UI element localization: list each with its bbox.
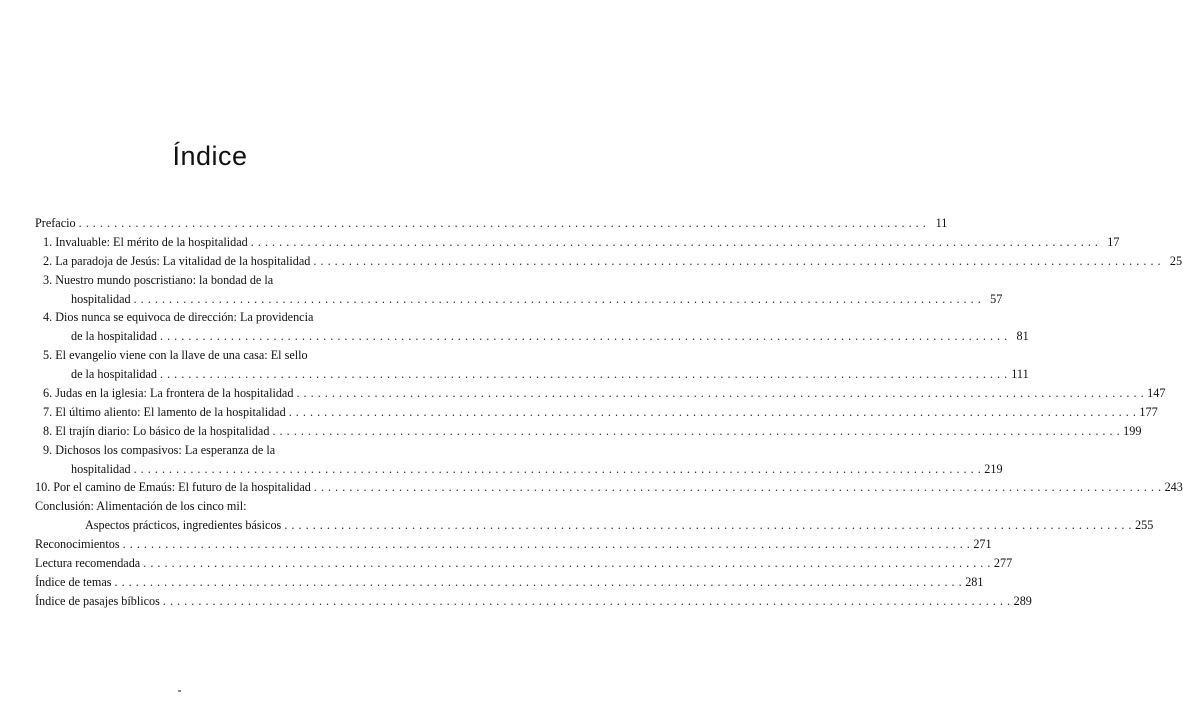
toc-entry-title: de la hospitalidad [71, 367, 157, 382]
toc-row [35, 308, 385, 327]
toc-page-number: 199 [1123, 423, 1142, 438]
toc-page-number: 243 [1164, 480, 1183, 495]
toc-row [35, 460, 1003, 479]
toc-row [35, 573, 984, 592]
toc-page-number: 255 [1135, 518, 1154, 533]
toc-row [35, 327, 1029, 346]
toc-row [35, 252, 1183, 271]
toc-page-number: 271 [973, 537, 992, 552]
toc-row [35, 403, 1158, 422]
page-title: Índice [172, 141, 248, 171]
toc-row [35, 516, 1154, 535]
toc-page-number: 281 [965, 574, 984, 589]
toc-entry-title: Aspectos prácticos, ingredientes básicos [85, 518, 282, 533]
dot-leader: . . . . . . . . . . . . . . . . . . . . . . . . . . . . . . . . . . . . . . . . . . . . . . . . . . . . . . . . . . . . . . . . . . . . . . . . . . . . . . . . . . . . . . . . . . . . . . . . . . . . . . . . . . . . . . . . . . . . . . . . [272, 423, 1121, 438]
toc-page-number: 11 [935, 216, 948, 230]
dot-leader: . . . . . . . . . . . . . . . . . . . . . . . . . . . . . . . . . . . . . . . . . . . . . . . . . . . . . . . . . . . . . . . . . . . . . . . . . . . . . . . . . . . . . . . . . . . . . . . . . . . . . . . . . . . . . . . . . . . . . . . . [313, 253, 1162, 268]
toc-entry-title: Prefacio [35, 216, 76, 230]
toc-page-number: 17 [1107, 234, 1120, 249]
toc-entry-title: Reconocimientos [35, 537, 120, 552]
dot-leader: . . . . . . . . . . . . . . . . . . . . . . . . . . . . . . . . . . . . . . . . . . . . . . . . . . . . . . . . . . . . . . . . . . . . . . . . . . . . . . . . . . . . . . . . . . . . . . . . . . . . . . . . . . . . . . . . . . . . . . . . [143, 556, 991, 571]
toc-entry-title: 4. Dios nunca se equivoca de dirección: La providencia [43, 310, 314, 325]
toc-row [35, 384, 1166, 403]
toc-row [35, 271, 385, 290]
page-mark [178, 690, 181, 692]
table-of-contents [35, 214, 1183, 611]
toc-entry-title: 6. Judas en la iglesia: La frontera de la hospitalidad [43, 386, 294, 401]
toc-row [35, 214, 948, 233]
dot-leader: . . . . . . . . . . . . . . . . . . . . . . . . . . . . . . . . . . . . . . . . . . . . . . . . . . . . . . . . . . . . . . . . . . . . . . . . . . . . . . . . . . . . . . . . . . . . . . . . . . . . . . . . . . . . . . . . . . . . . . . . [250, 234, 1099, 249]
toc-entry-title: de la hospitalidad [71, 329, 157, 344]
toc-entry-title: Índice de temas [35, 574, 112, 589]
toc-entry-title: 1. Invaluable: El mérito de la hospitalidad [43, 234, 248, 249]
dot-leader: . . . . . . . . . . . . . . . . . . . . . . . . . . . . . . . . . . . . . . . . . . . . . . . . . . . . . . . . . . . . . . . . . . . . . . . . . . . . . . . . . . . . . . . . . . . . . . . . . . . . . . . . . . . . . . . . . . . . . . . . [133, 461, 982, 476]
toc-row [35, 422, 1142, 441]
dot-leader: . . . . . . . . . . . . . . . . . . . . . . . . . . . . . . . . . . . . . . . . . . . . . . . . . . . . . . . . . . . . . . . . . . . . . . . . . . . . . . . . . . . . . . . . . . . . . . . . . . . . . . . . . . . . . . . . . . . . . . . . [313, 480, 1162, 495]
toc-entry-title: 8. El trajín diario: Lo básico de la hospitalidad [43, 423, 270, 438]
toc-entry-title: 2. La paradoja de Jesús: La vitalidad de la hospitalidad [43, 253, 311, 268]
toc-row [35, 497, 385, 516]
toc-row [35, 592, 1032, 611]
toc-entry-title: 7. El último aliento: El lamento de la hospitalidad [43, 404, 286, 419]
toc-page-number: 81 [1016, 329, 1029, 344]
dot-leader: . . . . . . . . . . . . . . . . . . . . . . . . . . . . . . . . . . . . . . . . . . . . . . . . . . . . . . . . . . . . . . . . . . . . . . . . . . . . . . . . . . . . . . . . . . . . . . . . . . . . . . . . . . . . . . . . . . . . . . . . [296, 386, 1145, 401]
toc-row [35, 290, 1003, 309]
toc-row [35, 478, 1183, 497]
toc-entry-title: Lectura recomendada [35, 556, 141, 571]
toc-entry-title: Índice de pasajes bíblicos [35, 593, 160, 608]
dot-leader: . . . . . . . . . . . . . . . . . . . . . . . . . . . . . . . . . . . . . . . . . . . . . . . . . . . . . . . . . . . . . . . . . . . . . . . . . . . . . . . . . . . . . . . . . . . . . . . . . . . . . . . . . . . . . . . . . . . . . . . . [284, 518, 1133, 533]
toc-page-number: 147 [1147, 386, 1166, 401]
toc-page-number: 177 [1139, 404, 1158, 419]
toc-page-number: 289 [1013, 593, 1032, 608]
toc-page-number: 111 [1011, 367, 1029, 382]
toc-page-number: 277 [993, 556, 1013, 571]
toc-page-number: 57 [990, 291, 1003, 306]
toc-entry-title: hospitalidad [71, 461, 131, 476]
dot-leader: . . . . . . . . . . . . . . . . . . . . . . . . . . . . . . . . . . . . . . . . . . . . . . . . . . . . . . . . . . . . . . . . . . . . . . . . . . . . . . . . . . . . . . . . . . . . . . . . . . . . . . . . . . . . . . . . . . . . . . . . [288, 404, 1137, 419]
dot-leader: . . . . . . . . . . . . . . . . . . . . . . . . . . . . . . . . . . . . . . . . . . . . . . . . . . . . . . . . . . . . . . . . . . . . . . . . . . . . . . . . . . . . . . . . . . . . . . . . . . . . . . . . . . . . . . . . . . . . . . . . [78, 216, 927, 230]
toc-row [35, 535, 992, 554]
toc-page-number: 219 [984, 461, 1003, 476]
toc-row [35, 441, 385, 460]
toc-row [35, 554, 1013, 573]
toc-entry-title: 3. Nuestro mundo poscristiano: la bondad de la [43, 272, 274, 287]
toc-entry-title: 9. Dichosos los compasivos: La esperanza de la [43, 442, 276, 457]
dot-leader: . . . . . . . . . . . . . . . . . . . . . . . . . . . . . . . . . . . . . . . . . . . . . . . . . . . . . . . . . . . . . . . . . . . . . . . . . . . . . . . . . . . . . . . . . . . . . . . . . . . . . . . . . . . . . . . . . . . . . . . . [162, 593, 1011, 608]
toc-entry-title: 10. Por el camino de Emaús: El futuro de la hospitalidad [35, 480, 311, 495]
dot-leader: . . . . . . . . . . . . . . . . . . . . . . . . . . . . . . . . . . . . . . . . . . . . . . . . . . . . . . . . . . . . . . . . . . . . . . . . . . . . . . . . . . . . . . . . . . . . . . . . . . . . . . . . . . . . . . . . . . . . . . . . [122, 537, 971, 552]
dot-leader: . . . . . . . . . . . . . . . . . . . . . . . . . . . . . . . . . . . . . . . . . . . . . . . . . . . . . . . . . . . . . . . . . . . . . . . . . . . . . . . . . . . . . . . . . . . . . . . . . . . . . . . . . . . . . . . . . . . . . . . . [159, 329, 1008, 344]
dot-leader: . . . . . . . . . . . . . . . . . . . . . . . . . . . . . . . . . . . . . . . . . . . . . . . . . . . . . . . . . . . . . . . . . . . . . . . . . . . . . . . . . . . . . . . . . . . . . . . . . . . . . . . . . . . . . . . . . . . . . . . . [159, 367, 1008, 382]
toc-entry-title: Conclusión: Alimentación de los cinco mil: [35, 499, 247, 514]
toc-row [35, 346, 385, 365]
toc-row [35, 233, 1120, 252]
dot-leader: . . . . . . . . . . . . . . . . . . . . . . . . . . . . . . . . . . . . . . . . . . . . . . . . . . . . . . . . . . . . . . . . . . . . . . . . . . . . . . . . . . . . . . . . . . . . . . . . . . . . . . . . . . . . . . . . . . . . . . . . [133, 291, 982, 306]
dot-leader: . . . . . . . . . . . . . . . . . . . . . . . . . . . . . . . . . . . . . . . . . . . . . . . . . . . . . . . . . . . . . . . . . . . . . . . . . . . . . . . . . . . . . . . . . . . . . . . . . . . . . . . . . . . . . . . . . . . . . . . . [114, 574, 963, 589]
toc-row [35, 365, 1029, 384]
toc-entry-title: hospitalidad [71, 291, 131, 306]
toc-entry-title: 5. El evangelio viene con la llave de una casa: El sello [43, 348, 308, 363]
toc-page-number: 25 [1169, 253, 1183, 268]
